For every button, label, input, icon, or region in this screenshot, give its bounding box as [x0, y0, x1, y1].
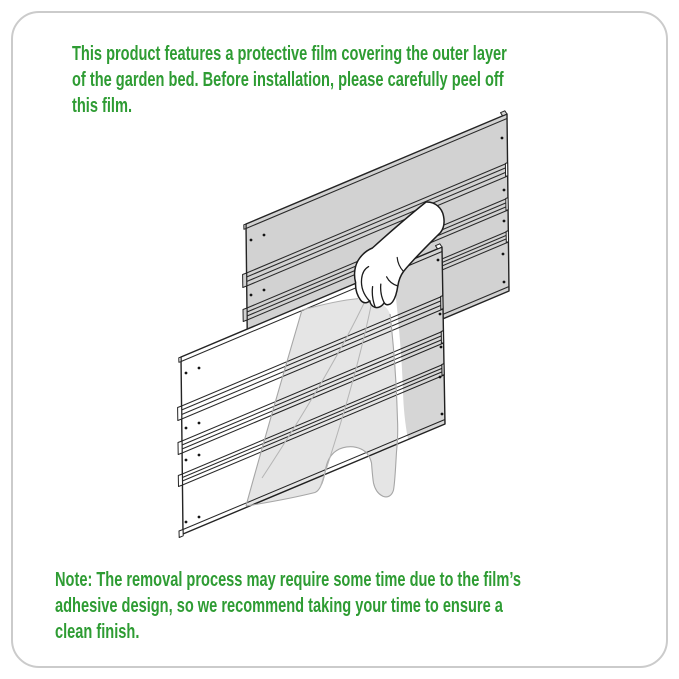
intro-line-2: of the garden bed. Before installation, please carefully peel off	[72, 69, 504, 91]
intro-line-1: This product features a protective film covering the outer layer	[72, 43, 507, 65]
note-line-1: Note: The removal process may require some time due to the film’s	[55, 569, 521, 591]
note-line-2: adhesive design, so we recommend taking your time to ensure a	[55, 595, 503, 617]
note-line-3: clean finish.	[55, 621, 140, 643]
intro-line-3: this film.	[72, 95, 133, 117]
note-text	[55, 567, 679, 645]
